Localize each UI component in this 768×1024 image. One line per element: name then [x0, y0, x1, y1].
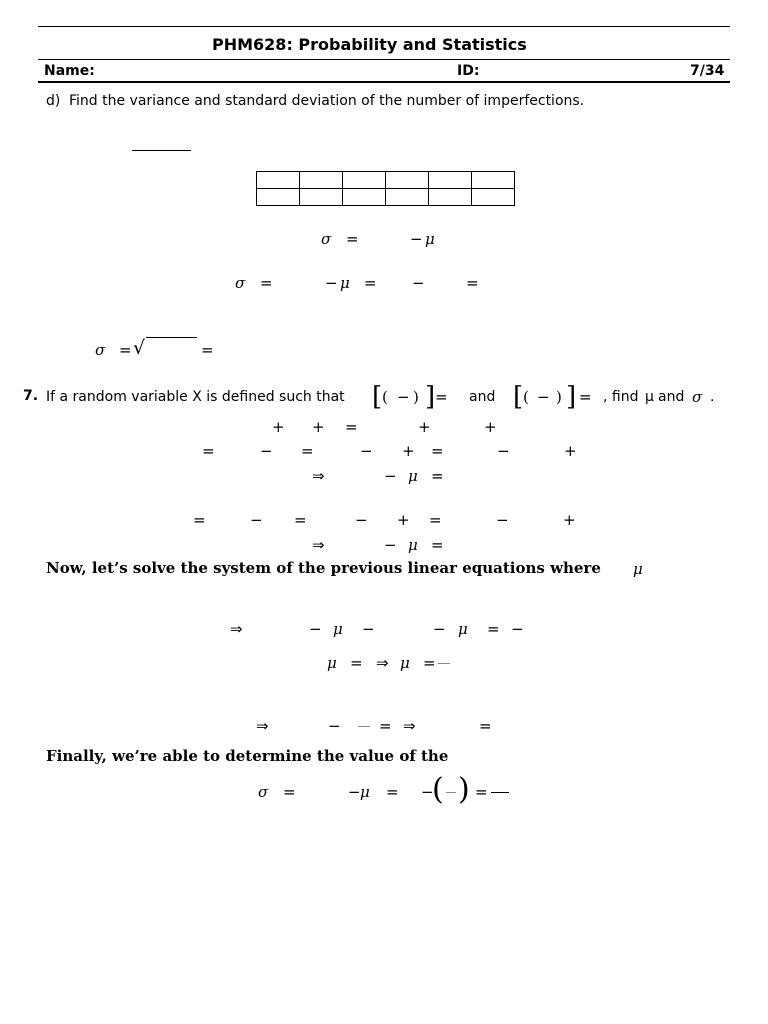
mu-symbol: μ [333, 620, 343, 638]
answer-blank-line [132, 150, 191, 151]
mu-symbol: μ [633, 560, 643, 578]
implies-arrow: ⇒ [376, 654, 389, 672]
mu-symbol: μ [400, 654, 410, 672]
left-bracket: [ [513, 382, 524, 412]
header-top-rule [38, 26, 730, 27]
minus-sign: − [348, 783, 361, 801]
fraction-bar [358, 726, 370, 727]
minus-sign: − [410, 230, 423, 248]
mu-symbol: μ [340, 274, 350, 292]
equals-sign: = [429, 511, 442, 529]
table-cell [472, 189, 515, 206]
table-cell [257, 172, 300, 189]
question-sigma: σ [692, 388, 703, 406]
minus-sign: − [537, 388, 550, 406]
solve-system-text: Now, let’s solve the system of the previous linear equations where [46, 559, 601, 577]
minus-sign: − [384, 467, 397, 485]
equals-sign: = [475, 783, 488, 801]
minus-sign: − [360, 442, 373, 460]
table-cell [300, 172, 343, 189]
equals-sign: = [201, 341, 214, 359]
question-find: , find [603, 389, 639, 405]
part-d-question: Find the variance and standard deviation of the number of imperfections. [69, 93, 585, 109]
mu-symbol: μ [458, 620, 468, 638]
page-number: 7/34 [690, 63, 725, 79]
table-cell [429, 189, 472, 206]
table-cell [386, 172, 429, 189]
plus-sign: + [418, 418, 431, 436]
table-cell [429, 172, 472, 189]
question-number: 7. [23, 388, 39, 404]
sigma-symbol: σ [321, 230, 332, 248]
implies-arrow: ⇒ [312, 536, 325, 554]
sqrt-bar [146, 337, 197, 338]
fraction-bar [446, 792, 456, 793]
left-paren: ( [432, 772, 444, 807]
left-bracket: [ [372, 382, 383, 412]
table-row [257, 189, 515, 206]
minus-sign: − [511, 620, 524, 638]
plus-sign: + [563, 511, 576, 529]
left-paren: ( [382, 388, 388, 406]
equals-sign: = [386, 783, 399, 801]
minus-sign: − [250, 511, 263, 529]
mu-symbol: μ [408, 536, 418, 554]
left-paren: ( [523, 388, 529, 406]
minus-sign: − [412, 274, 425, 292]
question-text: If a random variable X is defined such that [46, 389, 345, 405]
table-cell [472, 172, 515, 189]
equals-sign: = [479, 717, 492, 735]
plus-sign: + [312, 418, 325, 436]
minus-sign: − [355, 511, 368, 529]
mu-symbol: μ [327, 654, 337, 672]
table-cell [343, 189, 386, 206]
implies-arrow: ⇒ [256, 717, 269, 735]
equals-sign: = [202, 442, 215, 460]
question-and: and [469, 389, 496, 405]
minus-sign: − [384, 536, 397, 554]
name-label: Name: [44, 63, 95, 79]
equals-sign: = [346, 230, 359, 248]
right-paren: ) [458, 772, 470, 807]
question-period: . [710, 389, 715, 405]
equals-sign: = [379, 717, 392, 735]
minus-sign: − [497, 442, 510, 460]
plus-sign: + [397, 511, 410, 529]
minus-sign: − [309, 620, 322, 638]
minus-sign: − [328, 717, 341, 735]
implies-arrow: ⇒ [312, 467, 325, 485]
equals-sign: = [345, 418, 358, 436]
equals-sign: = [579, 388, 592, 406]
equals-sign: = [431, 467, 444, 485]
question-mu: μ [645, 389, 654, 405]
equals-sign: = [350, 654, 363, 672]
fraction-bar [438, 663, 450, 664]
question-and-2: and [658, 389, 685, 405]
table-cell [343, 172, 386, 189]
plus-sign: + [272, 418, 285, 436]
minus-sign: − [421, 783, 434, 801]
sqrt-symbol: √ [133, 337, 146, 359]
implies-arrow: ⇒ [403, 717, 416, 735]
page-title: PHM628: Probability and Statistics [212, 35, 527, 54]
mu-symbol: μ [360, 783, 370, 801]
header-bottom-rule [38, 81, 730, 83]
equals-sign: = [435, 388, 448, 406]
equals-sign: = [431, 536, 444, 554]
equals-sign: = [301, 442, 314, 460]
fraction-bar [491, 792, 509, 793]
equals-sign: = [294, 511, 307, 529]
minus-sign: − [325, 274, 338, 292]
id-label: ID: [457, 63, 480, 79]
right-bracket: ] [566, 382, 577, 412]
minus-sign: − [496, 511, 509, 529]
right-paren: ) [413, 388, 419, 406]
distribution-table [256, 171, 515, 206]
right-bracket: ] [425, 382, 436, 412]
minus-sign: − [433, 620, 446, 638]
part-d-label: d) [46, 93, 61, 109]
header-mid-rule [38, 59, 730, 60]
plus-sign: + [484, 418, 497, 436]
equals-sign: = [431, 442, 444, 460]
mu-symbol: μ [425, 230, 435, 248]
right-paren: ) [556, 388, 562, 406]
sigma-symbol: σ [258, 783, 269, 801]
equals-sign: = [466, 274, 479, 292]
sigma-symbol: σ [235, 274, 246, 292]
equals-sign: = [260, 274, 273, 292]
mu-symbol: μ [408, 467, 418, 485]
table-row [257, 172, 515, 189]
sigma-symbol: σ [95, 341, 106, 359]
plus-sign: + [564, 442, 577, 460]
equals-sign: = [423, 654, 436, 672]
implies-arrow: ⇒ [230, 620, 243, 638]
equals-sign: = [364, 274, 377, 292]
equals-sign: = [119, 341, 132, 359]
minus-sign: − [362, 620, 375, 638]
plus-sign: + [402, 442, 415, 460]
minus-sign: − [260, 442, 273, 460]
minus-sign: − [397, 388, 410, 406]
finally-text: Finally, we’re able to determine the value of the [46, 747, 449, 765]
equals-sign: = [283, 783, 296, 801]
table-cell [257, 189, 300, 206]
table-cell [300, 189, 343, 206]
table-cell [386, 189, 429, 206]
equals-sign: = [193, 511, 206, 529]
equals-sign: = [487, 620, 500, 638]
